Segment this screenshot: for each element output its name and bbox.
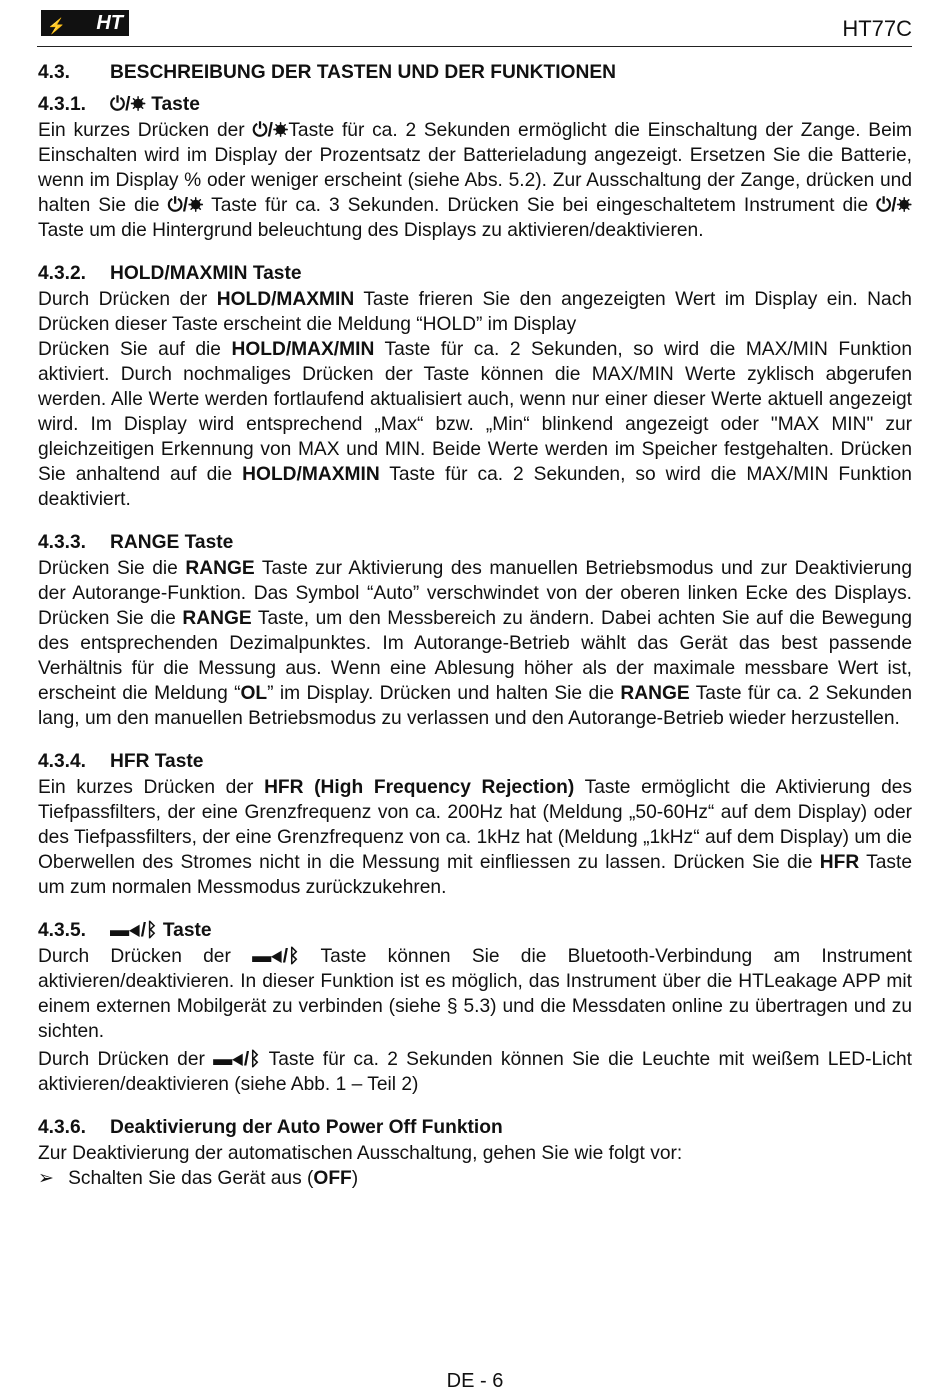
ht-logo: ⚡ HT bbox=[41, 10, 129, 36]
subsection-4-3-2-text: Durch Drücken der HOLD/MAXMIN Taste frieren Sie den angezeigten Wert im Display ein. Nach Drücken dieser Taste erscheint die Meldung “HOLD” im Display Drücken Sie auf die HOLD/MAX/MIN Taste für ca. 2 Sekunden, so wird die MAX/MIN Funktion aktiviert. Durch nochmaliges Drücken der Taste können die MAX/MIN Werte zyklisch abgerufen werden. Alle Werte werden fortlaufend aktualisiert auch, wenn nur einer dieser Werte aktuell angezeigt wird. Im Display wird entsprechend „Max“ bzw. „Min“ blinkend angezeigt oder "MAX MIN" zur gleichzeitigen Erkennung von MAX und MIN. Beide Werte werden im Speicher festgehalten. Drücken Sie anhaltend auf die HOLD/MAXMIN Taste für ca. 2 Sekunden, so wird die MAX/MIN Funktion deaktiviert. bbox=[38, 289, 912, 510]
power-light-icon: ⏻/☀ bbox=[876, 195, 912, 216]
arrow-bullet-icon: ➢ bbox=[38, 1168, 55, 1189]
logo-wave-icon: ⚡ bbox=[47, 18, 66, 35]
subsection-4-3-1-text: Ein kurzes Drücken der ⏻/☀Taste für ca. 2 Sekunden ermöglicht die Einschaltung der Zange. Beim Einschalten wird im Display der Prozentsatz der Batterieladung angezeigt. Ersetzen Sie die Batterie, wenn im Display % oder weniger erscheint (siehe Abs. 5.2). Zur Ausschaltung der Zange, drücken und halten Sie die ⏻/☀ Taste für ca. 3 Sekunden. Drücken Sie bei eingeschaltetem Instrument die ⏻/☀ Taste um die Hintergrund beleuchtung des Displays zu aktivieren/deaktivieren. bbox=[38, 120, 912, 241]
model-name: HT77C bbox=[842, 16, 912, 41]
subsection-4-3-5-text-2: Durch Drücken der ▬◀/ᛒ Taste für ca. 2 Sekunden können Sie die Leuchte mit weißem LED-Licht aktivieren/deaktivieren (siehe Abb. 1 – Teil 2) bbox=[38, 1049, 912, 1095]
subsection-4-3-3-text: Drücken Sie die RANGE Taste zur Aktivierung des manuellen Betriebsmodus und zur Deaktivierung der Autorange-Funktion. Das Symbol “Auto” verschwindet von der oberen linken Ecke des Displays. Drücken Sie die RANGE Taste, um den Messbereich zu ändern. Dabei achten Sie auf die Bewegung des entsprechenden Dezimalpunktes. Im Autorange-Betrieb wählt das Gerät das best passende Verhältnis für die Messung aus. Wenn eine Ablesung höher als der maximale messbare Wert ist, erscheint die Meldung “OL” im Display. Drücken und halten Sie die RANGE Taste für ca. 2 Sekunden lang, um den manuellen Betriebsmodus zu verlassen und den Autorange-Betrieb wieder herzustellen. bbox=[38, 558, 913, 729]
subsection-4-3-4-heading: 4.3.4. HFR Taste bbox=[38, 751, 204, 772]
section-heading: 4.3. BESCHREIBUNG DER TASTEN UND DER FUNKTIONEN bbox=[38, 62, 616, 83]
flashlight-bluetooth-icon: ▬◀/ᛒ bbox=[252, 946, 300, 967]
flashlight-bluetooth-icon: ▬◀/ᛒ bbox=[213, 1049, 261, 1070]
power-light-icon: ⏻/☀ bbox=[167, 195, 204, 216]
page-number: DE - 6 bbox=[446, 1370, 504, 1392]
page-header bbox=[37, 8, 912, 47]
subsection-4-3-6-heading: 4.3.6. Deaktivierung der Auto Power Off Funktion bbox=[38, 1117, 503, 1138]
power-light-icon: ⏻/☀ bbox=[110, 94, 146, 115]
subsection-4-3-6-text: Zur Deaktivierung der automatischen Ausschaltung, gehen Sie wie folgt vor: bbox=[38, 1143, 683, 1164]
subsection-4-3-5-text-1: Durch Drücken der ▬◀/ᛒ Taste können Sie die Bluetooth-Verbindung am Instrument aktivieren/deaktivieren. In dieser Funktion ist es möglich, das Instrument über die HTLeakage APP mit einem externen Mobilgerät zu verbinden (siehe § 5.3) und die Messdaten online zu übertragen und zu sichten. bbox=[38, 946, 912, 1042]
power-light-icon: ⏻/☀ bbox=[252, 120, 289, 141]
subsection-4-3-3-heading: 4.3.3. RANGE Taste bbox=[38, 532, 234, 553]
subsection-4-3-1-heading: 4.3.1. ⏻/☀ Taste bbox=[38, 92, 912, 118]
flashlight-bluetooth-icon: ▬◀/ᛒ bbox=[110, 920, 158, 941]
subsection-4-3-5-heading: 4.3.5. ▬◀/ᛒ Taste bbox=[38, 918, 912, 944]
main-content bbox=[38, 60, 912, 1191]
subsection-4-3-4-text: Ein kurzes Drücken der HFR (High Frequency Rejection) Taste ermöglicht die Aktivierung des Tiefpassfilters, der eine Grenzfrequenz von ca. 200Hz hat (Meldung „50-60Hz“ auf dem Display) oder des Tiefpassfilters, der eine Grenzfrequenz von ca. 1kHz hat (Meldung „1kHz“ auf dem Display) um die Oberwellen des Stromes nicht in die Messung mit einfliessen zu lassen. Drücken Sie die HFR Taste um zum normalen Messmodus zurückzukehren. bbox=[38, 777, 913, 898]
list-item: ➢ Schalten Sie das Gerät aus (OFF) bbox=[38, 1168, 359, 1189]
subsection-4-3-2-heading: 4.3.2. HOLD/MAXMIN Taste bbox=[38, 263, 302, 284]
